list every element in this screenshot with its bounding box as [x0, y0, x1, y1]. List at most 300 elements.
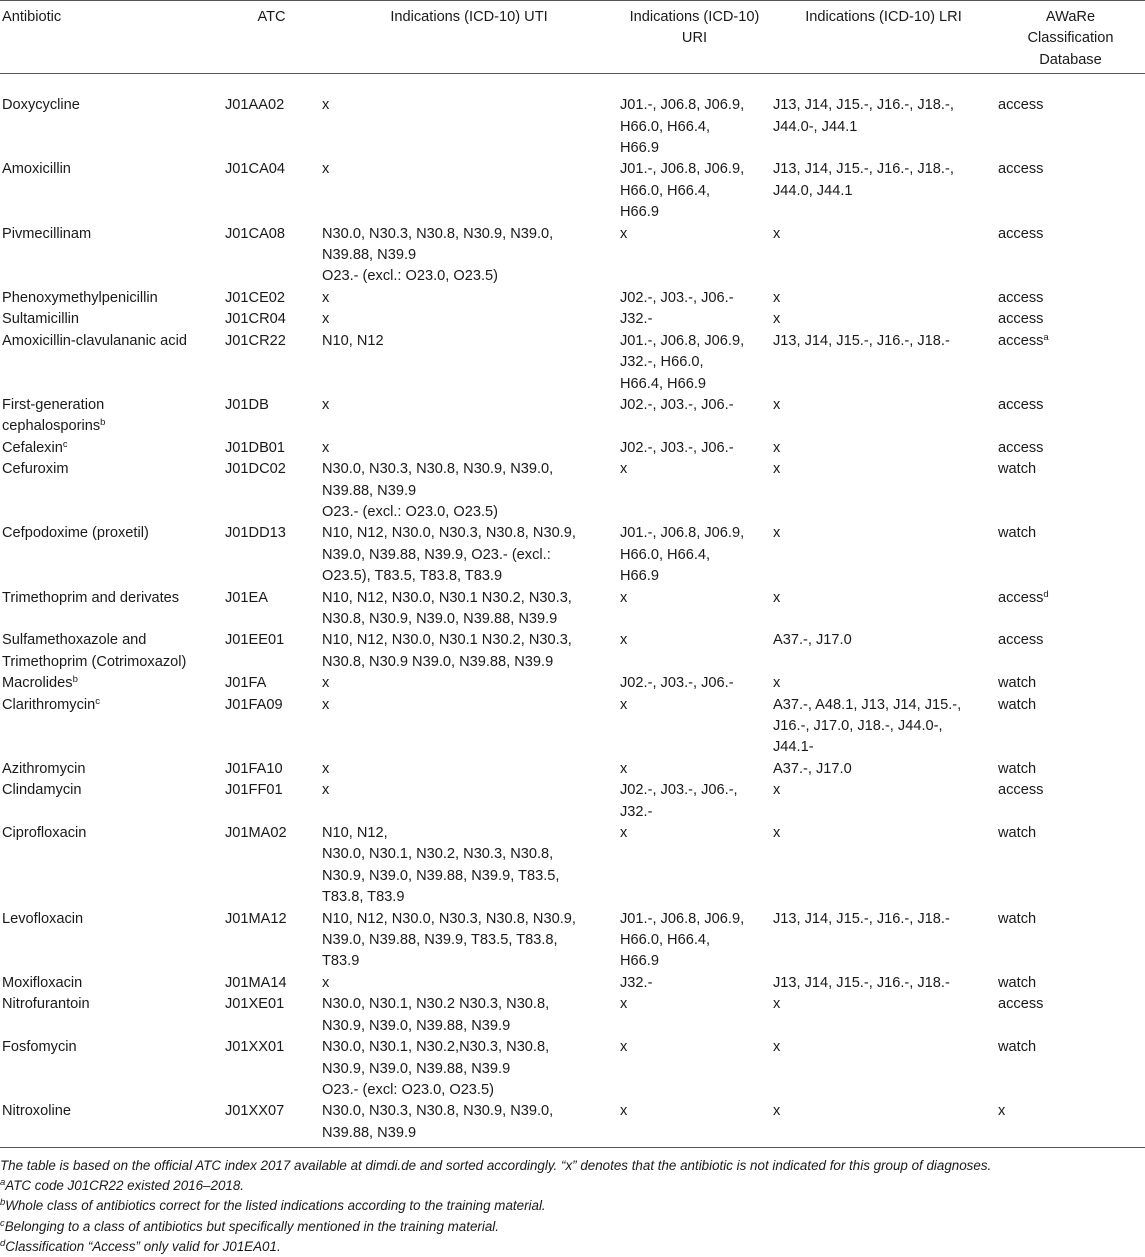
- cell-antibiotic: [0, 973, 223, 994]
- lri-line: x: [773, 1039, 781, 1056]
- cell-uti: [320, 909, 618, 973]
- uri-line: J02.-, J03.-, J06.-: [620, 396, 734, 413]
- uri-line: x: [620, 1039, 628, 1056]
- cell-aware: [996, 459, 1145, 523]
- antibiotic-name-line: Clarithromycin$^c$: [2, 695, 101, 713]
- cell-aware: [996, 759, 1145, 780]
- uri-line: J02.-, J03.-, J06.-: [620, 675, 734, 692]
- antibiotic-name-line: Fosfomycin: [2, 1039, 77, 1056]
- uti-line: x: [322, 439, 330, 456]
- cell-antibiotic: [0, 1037, 223, 1101]
- uri-line: J32.-, H66.0,: [620, 354, 704, 371]
- cell-aware: [996, 630, 1145, 673]
- cell-uti: [320, 395, 618, 438]
- uti-line: T83.8, T83.9: [322, 889, 405, 906]
- cell-antibiotic: [0, 459, 223, 523]
- cell-atc: J01XE01: [225, 996, 285, 1013]
- cell-antibiotic: [0, 224, 223, 288]
- uri-line: x: [620, 996, 628, 1013]
- antibiotic-name-line: Macrolides$^b$: [2, 674, 78, 692]
- aware-value: access: [998, 332, 1044, 349]
- cell-aware: [996, 1101, 1145, 1147]
- cell-aware: [996, 288, 1145, 309]
- antibiotic-name-line: Amoxicillin: [2, 161, 71, 178]
- table-row: [0, 673, 1145, 694]
- lri-line: x: [773, 311, 781, 328]
- lri-line: A37.-, J17.0: [773, 632, 852, 649]
- antibiotic-name-line: Ciprofloxacin: [2, 825, 87, 842]
- aware-value: watch: [998, 825, 1037, 842]
- uti-line: N10, N12,: [322, 825, 388, 842]
- cell-lri: [771, 588, 996, 631]
- cell-atc: J01XX07: [223, 1101, 320, 1147]
- header-aware: [996, 1, 1145, 74]
- uti-line: O23.- (excl: O23.0, O23.5): [322, 1081, 494, 1098]
- uti-line: N10, N12, N30.0, N30.3, N30.8, N30.9,: [322, 525, 576, 542]
- uri-line: J01.-, J06.8, J06.9,: [620, 161, 745, 178]
- uri-line: H66.0, H66.4,: [620, 182, 711, 199]
- cell-uti: [320, 780, 618, 823]
- cell-uti: [320, 973, 618, 994]
- antibiotic-name-line: Cefuroxim: [2, 461, 69, 478]
- lri-line: J13, J14, J15.-, J16.-, J18.-,: [773, 97, 954, 114]
- uti-line: x: [322, 396, 330, 413]
- aware-value: watch: [998, 974, 1037, 991]
- footnote-mark: c: [0, 1217, 5, 1229]
- table-row: [0, 973, 1145, 994]
- cell-antibiotic: [0, 288, 223, 309]
- uri-line: x: [620, 225, 628, 242]
- aware-value: watch: [998, 525, 1037, 542]
- cell-atc: J01DD13: [225, 525, 286, 542]
- cell-uti: [320, 288, 618, 309]
- uti-line: N30.0, N30.1, N30.2 N30.3, N30.8,: [322, 996, 550, 1013]
- cell-atc: J01XX01: [225, 1039, 285, 1056]
- aware-value: access: [998, 589, 1044, 606]
- antibiotic-name-line: Cefalexin$^c$: [2, 438, 68, 456]
- uti-line: N30.0, N30.1, N30.2, N30.3, N30.8,: [322, 846, 554, 863]
- cell-lri: [771, 224, 996, 288]
- antibiotic-name-line: Amoxicillin-clavulananic acid: [2, 332, 187, 349]
- uti-line: x: [322, 161, 330, 178]
- antibiotic-name-line: First-generation: [2, 396, 105, 413]
- aware-value: watch: [998, 910, 1037, 927]
- cell-antibiotic: [0, 630, 223, 673]
- cell-atc: J01MA02: [225, 825, 287, 842]
- cell-uri: [618, 630, 771, 673]
- antibiotic-name-line: Phenoxymethylpenicillin: [2, 289, 158, 306]
- uti-line: N10, N12, N30.0, N30.1 N30.2, N30.3,: [322, 632, 572, 649]
- antibiotic-name-line: Cefpodoxime (proxetil): [2, 525, 149, 542]
- cell-lri: [771, 1101, 996, 1147]
- table-footnotes: [0, 1156, 1145, 1257]
- aware-value: access: [998, 782, 1044, 799]
- lri-line: x: [773, 996, 781, 1013]
- uti-line: x: [322, 696, 330, 713]
- uti-line: O23.- (excl.: O23.0, O23.5): [322, 503, 499, 520]
- antibiotic-name-line: Sulfamethoxazole and: [2, 632, 147, 649]
- cell-uri: [618, 973, 771, 994]
- cell-antibiotic: [0, 1101, 223, 1147]
- table-row: [0, 780, 1145, 823]
- header-atc: ATC: [223, 1, 320, 74]
- cell-aware: [996, 823, 1145, 909]
- table-row: [0, 759, 1145, 780]
- cell-atc: J01CA04: [225, 161, 286, 178]
- uri-line: H66.9: [620, 204, 659, 221]
- uri-line: J01.-, J06.8, J06.9,: [620, 97, 745, 114]
- cell-antibiotic: [0, 438, 223, 459]
- cell-antibiotic: [0, 331, 223, 395]
- uti-line: x: [322, 760, 330, 777]
- lri-line: A37.-, A48.1, J13, J14, J15.-,: [773, 696, 962, 713]
- header-row: [0, 1, 1145, 74]
- footnote-mark: a: [0, 1177, 6, 1189]
- cell-uri: [618, 994, 771, 1037]
- uri-line: J32.-: [620, 974, 653, 991]
- cell-atc: J01FF01: [225, 782, 283, 799]
- table-row: [0, 695, 1145, 759]
- cell-atc: J01AA02: [225, 97, 285, 114]
- antibiotic-name-line: Doxycycline: [2, 97, 80, 114]
- cell-antibiotic: [0, 309, 223, 330]
- cell-uri: [618, 1037, 771, 1101]
- cell-uti: [320, 1037, 618, 1101]
- lri-line: x: [773, 825, 781, 842]
- lri-line: x: [773, 225, 781, 242]
- header-uri-line: URI: [681, 30, 708, 47]
- uri-line: x: [620, 1103, 628, 1120]
- cell-antibiotic: [0, 523, 223, 587]
- cell-uri: [618, 588, 771, 631]
- cell-uri: [618, 780, 771, 823]
- footnote-mark: d: [1043, 588, 1049, 600]
- cell-antibiotic: [0, 759, 223, 780]
- antibiotic-name-line: Trimethoprim (Cotrimoxazol): [2, 653, 187, 670]
- footnote-mark: b: [0, 1197, 6, 1209]
- cell-atc: J01CE02: [225, 289, 286, 306]
- antibiotic-name-line: Nitroxoline: [2, 1103, 71, 1120]
- uri-line: H66.4, H66.9: [620, 375, 706, 392]
- table-row: [0, 224, 1145, 288]
- cell-uri: [618, 438, 771, 459]
- cell-uri: [618, 759, 771, 780]
- cell-lri: [771, 395, 996, 438]
- cell-aware: [996, 438, 1145, 459]
- cell-uti: [320, 74, 618, 160]
- cell-lri: [771, 759, 996, 780]
- cell-aware: [996, 309, 1145, 330]
- aware-value: watch: [998, 1039, 1037, 1056]
- cell-uti: [320, 823, 618, 909]
- footnote: [0, 1156, 1145, 1176]
- cell-aware: [996, 331, 1145, 395]
- footnote-mark: c: [95, 695, 101, 707]
- footnote-mark: c: [62, 438, 68, 450]
- header-aware-line: Database: [1039, 51, 1102, 68]
- cell-atc: J01DB01: [225, 439, 286, 456]
- cell-aware: [996, 973, 1145, 994]
- header-antibiotic: Antibiotic: [0, 1, 223, 74]
- cell-lri: [771, 1037, 996, 1101]
- cell-atc: J01CR22: [225, 332, 286, 349]
- cell-uri: [618, 224, 771, 288]
- cell-uri: [618, 288, 771, 309]
- lri-line: J16.-, J17.0, J18.-, J44.0-,: [773, 718, 943, 734]
- cell-lri: [771, 309, 996, 330]
- cell-uti: [320, 224, 618, 288]
- cell-aware: [996, 994, 1145, 1037]
- cell-uri: [618, 823, 771, 909]
- uti-line: N30.9, N39.0, N39.88, N39.9: [322, 1017, 511, 1034]
- cell-aware: [996, 909, 1145, 973]
- uti-line: x: [322, 311, 330, 328]
- cell-lri: [771, 331, 996, 395]
- cell-lri: [771, 523, 996, 587]
- cell-uti: [320, 588, 618, 631]
- cell-antibiotic: [0, 395, 223, 438]
- cell-aware: [996, 395, 1145, 438]
- uri-line: x: [620, 461, 628, 478]
- uri-line: x: [620, 696, 628, 713]
- cell-uti: [320, 438, 618, 459]
- cell-uri: [618, 74, 771, 160]
- cell-atc: J01EE01: [225, 632, 285, 649]
- footnote-text: Belonging to a class of antibiotics but specifically mentioned in the training material.: [4, 1218, 499, 1234]
- cell-uti: [320, 994, 618, 1037]
- lri-line: J44.1-: [773, 739, 814, 756]
- uri-line: x: [620, 632, 628, 649]
- antibiotic-name-line: Sultamicillin: [2, 311, 80, 328]
- cell-atc: J01MA14: [225, 974, 287, 991]
- aware-value: access: [998, 632, 1044, 649]
- uti-line: N30.8, N30.9, N39.0, N39.88, N39.9: [322, 610, 558, 627]
- cell-uti: [320, 673, 618, 694]
- uti-line: N30.9, N39.0, N39.88, N39.9, T83.5,: [322, 867, 560, 884]
- footnote-text: ATC code J01CR22 existed 2016–2018.: [5, 1178, 244, 1194]
- uri-line: J32.-: [620, 803, 653, 820]
- lri-line: x: [773, 396, 781, 413]
- uri-line: J01.-, J06.8, J06.9,: [620, 332, 745, 349]
- aware-value: access: [998, 439, 1044, 456]
- header-uti: Indications (ICD-10) UTI: [320, 1, 618, 74]
- cell-aware: [996, 74, 1145, 160]
- uti-line: T83.9: [322, 953, 360, 970]
- uti-line: N39.88, N39.9: [322, 247, 417, 264]
- uti-line: N39.0, N39.88, N39.9, O23.- (excl.:: [322, 546, 551, 563]
- uti-line: N39.88, N39.9: [322, 1124, 417, 1141]
- footnote-mark: d: [0, 1237, 6, 1249]
- lri-line: x: [773, 589, 781, 606]
- antibiotic-name-line: Moxifloxacin: [2, 974, 83, 991]
- uti-line: O23.5), T83.5, T83.8, T83.9: [322, 568, 503, 585]
- cell-uri: [618, 159, 771, 223]
- uti-line: x: [322, 782, 330, 799]
- footnote-mark: b: [72, 674, 78, 686]
- cell-antibiotic: [0, 909, 223, 973]
- table-body: [0, 74, 1145, 1148]
- uri-line: H66.0, H66.4,: [620, 546, 711, 563]
- lri-line: x: [773, 1103, 781, 1120]
- header-lri: Indications (ICD-10) LRI: [771, 1, 996, 74]
- cell-antibiotic: [0, 74, 223, 160]
- cell-aware: [996, 523, 1145, 587]
- cell-aware: [996, 588, 1145, 631]
- table-row: [0, 588, 1145, 631]
- cell-uri: [618, 523, 771, 587]
- uti-line: N10, N12, N30.0, N30.3, N30.8, N30.9,: [322, 910, 576, 927]
- table-row: [0, 630, 1145, 673]
- header-uri: [618, 1, 771, 74]
- antibiotic-name-line: cephalosporins$^b$: [2, 417, 106, 435]
- table-header: [0, 1, 1145, 74]
- cell-uti: [320, 695, 618, 759]
- table-row: [0, 909, 1145, 973]
- uri-line: H66.9: [620, 568, 659, 585]
- aware-value: access: [998, 97, 1044, 114]
- table-row: [0, 309, 1145, 330]
- aware-value: watch: [998, 675, 1037, 692]
- lri-line: x: [773, 525, 781, 542]
- lri-line: x: [773, 289, 781, 306]
- lri-line: A37.-, J17.0: [773, 760, 852, 777]
- uti-line: N39.0, N39.88, N39.9, T83.5, T83.8,: [322, 932, 558, 949]
- aware-value: watch: [998, 696, 1037, 713]
- cell-atc: J01MA12: [225, 910, 287, 927]
- aware-value: watch: [998, 760, 1037, 777]
- antibiotic-name-line: Levofloxacin: [2, 910, 84, 927]
- cell-atc: J01FA09: [225, 696, 283, 713]
- cell-antibiotic: [0, 994, 223, 1037]
- uti-line: O23.- (excl.: O23.0, O23.5): [322, 268, 499, 285]
- cell-atc: J01FA10: [225, 760, 283, 777]
- cell-lri: [771, 459, 996, 523]
- lri-line: J13, J14, J15.-, J16.-, J18.-: [773, 974, 950, 991]
- table-row: [0, 288, 1145, 309]
- cell-atc: J01CA08: [225, 225, 286, 242]
- cell-atc: J01CR04: [225, 311, 286, 328]
- footnote-text: The table is based on the official ATC index 2017 available at dimdi.de and sorted accordingly. “x” denotes that the antibiotic is not indicated for this group of diagnoses.: [0, 1158, 992, 1173]
- uti-line: N30.0, N30.3, N30.8, N30.9, N39.0,: [322, 225, 554, 242]
- uri-line: x: [620, 760, 628, 777]
- cell-lri: [771, 159, 996, 223]
- uti-line: N30.0, N30.3, N30.8, N30.9, N39.0,: [322, 461, 554, 478]
- cell-atc: J01DC02: [225, 461, 286, 478]
- aware-value: access: [998, 396, 1044, 413]
- uri-line: x: [620, 589, 628, 606]
- cell-lri: [771, 780, 996, 823]
- header-aware-line: AWaRe: [1045, 9, 1096, 25]
- table-row: [0, 331, 1145, 395]
- cell-lri: [771, 994, 996, 1037]
- table-row: [0, 1101, 1145, 1147]
- table-row: [0, 459, 1145, 523]
- cell-uri: [618, 331, 771, 395]
- aware-value: watch: [998, 461, 1037, 478]
- cell-uti: [320, 759, 618, 780]
- cell-uri: [618, 395, 771, 438]
- footnote: [0, 1196, 1145, 1216]
- lri-line: J13, J14, J15.-, J16.-, J18.-,: [773, 161, 954, 178]
- footnote-mark: b: [100, 417, 106, 429]
- cell-lri: [771, 74, 996, 160]
- uri-line: J02.-, J03.-, J06.-,: [620, 782, 738, 799]
- cell-uti: [320, 331, 618, 395]
- uti-line: N10, N12, N30.0, N30.1 N30.2, N30.3,: [322, 589, 572, 606]
- cell-lri: [771, 288, 996, 309]
- cell-uti: [320, 523, 618, 587]
- uti-line: N39.88, N39.9: [322, 482, 417, 499]
- footnote: [0, 1217, 1145, 1237]
- cell-aware: [996, 780, 1145, 823]
- table-row: [0, 823, 1145, 909]
- antibiotic-name-line: Azithromycin: [2, 760, 86, 777]
- cell-uri: [618, 309, 771, 330]
- cell-antibiotic: [0, 695, 223, 759]
- uri-line: H66.9: [620, 953, 659, 970]
- cell-uri: [618, 673, 771, 694]
- cell-uri: [618, 459, 771, 523]
- antibiotic-name-line: Clindamycin: [2, 782, 82, 799]
- uti-line: N30.9, N39.0, N39.88, N39.9: [322, 1060, 511, 1077]
- cell-uri: [618, 909, 771, 973]
- uri-line: H66.0, H66.4,: [620, 932, 711, 949]
- aware-value: access: [998, 311, 1044, 328]
- table-row: [0, 1037, 1145, 1101]
- uri-line: H66.9: [620, 140, 659, 157]
- cell-antibiotic: [0, 159, 223, 223]
- cell-lri: [771, 673, 996, 694]
- cell-aware: [996, 1037, 1145, 1101]
- cell-aware: [996, 224, 1145, 288]
- footnote-text: Classification “Access” only valid for J01EA01.: [5, 1238, 281, 1254]
- cell-lri: [771, 823, 996, 909]
- uti-line: x: [322, 289, 330, 306]
- lri-line: x: [773, 439, 781, 456]
- cell-lri: [771, 695, 996, 759]
- lri-line: J44.0, J44.1: [773, 182, 853, 199]
- cell-antibiotic: [0, 780, 223, 823]
- footnote: [0, 1176, 1145, 1196]
- cell-aware: [996, 159, 1145, 223]
- aware-value: access: [998, 225, 1044, 242]
- lri-line: x: [773, 461, 781, 478]
- table-row: [0, 395, 1145, 438]
- cell-lri: [771, 438, 996, 459]
- footnote-text: Whole class of antibiotics correct for the listed indications according to the training material.: [5, 1198, 546, 1214]
- header-aware-line: Classification: [1027, 30, 1114, 47]
- cell-uri: [618, 695, 771, 759]
- uri-line: J02.-, J03.-, J06.-: [620, 439, 734, 456]
- uti-line: N30.8, N30.9 N39.0, N39.88, N39.9: [322, 653, 554, 670]
- antibiotic-name-line: Trimethoprim and derivates: [2, 589, 180, 606]
- cell-uti: [320, 159, 618, 223]
- cell-lri: [771, 630, 996, 673]
- uti-line: N30.0, N30.3, N30.8, N30.9, N39.0,: [322, 1103, 554, 1120]
- uri-line: J32.-: [620, 311, 653, 328]
- cell-uti: [320, 459, 618, 523]
- table-row: [0, 438, 1145, 459]
- uri-line: J01.-, J06.8, J06.9,: [620, 525, 745, 542]
- aware-value: access: [998, 996, 1044, 1013]
- uti-line: x: [322, 675, 330, 692]
- uti-line: N10, N12: [322, 332, 384, 349]
- uri-line: J01.-, J06.8, J06.9,: [620, 910, 745, 927]
- cell-antibiotic: [0, 823, 223, 909]
- uri-line: x: [620, 825, 628, 842]
- table-row: [0, 159, 1145, 223]
- lri-line: x: [773, 675, 781, 692]
